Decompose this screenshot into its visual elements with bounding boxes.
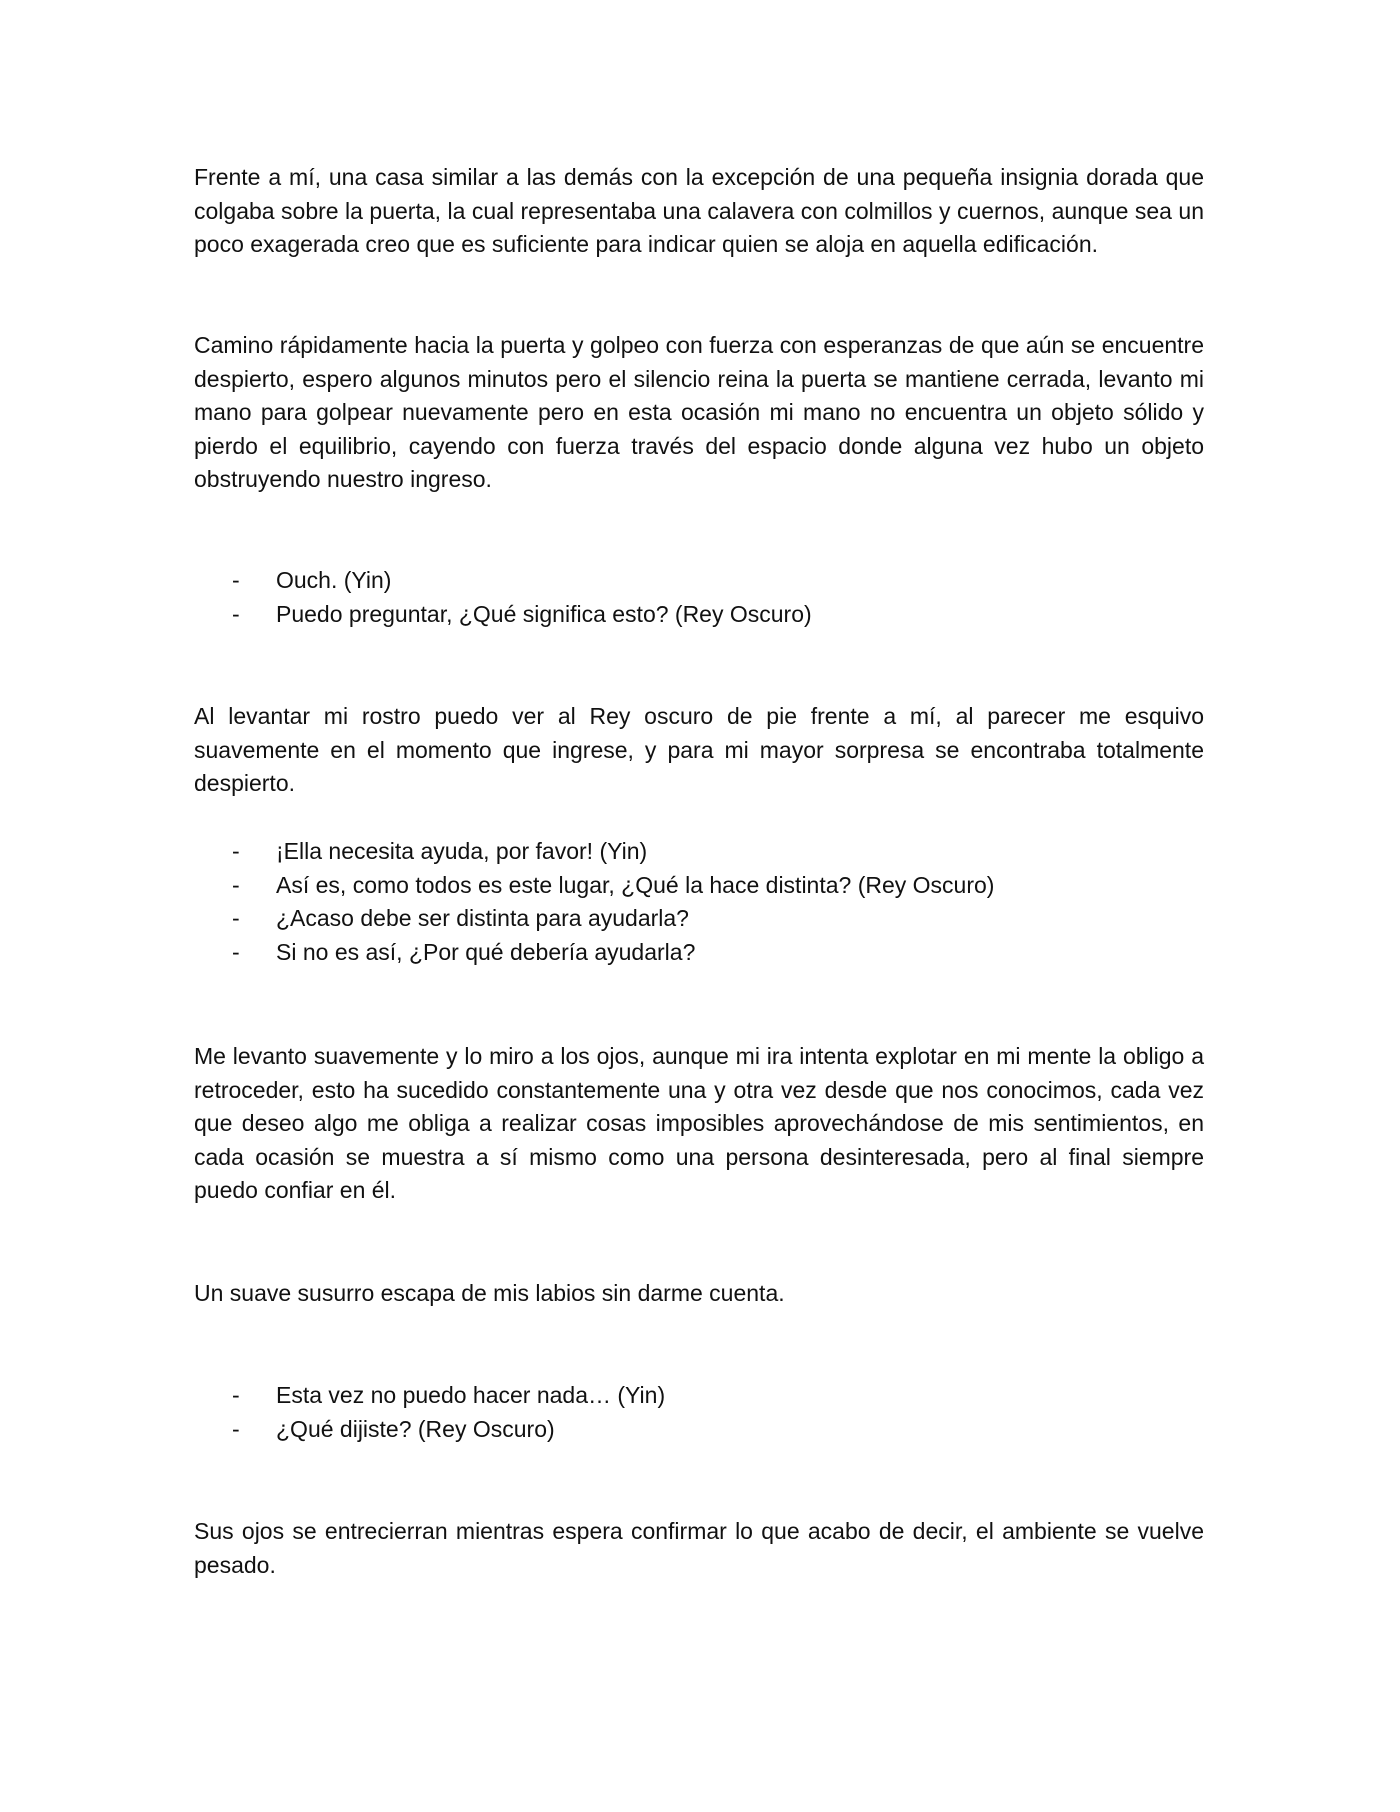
- dash-marker: -: [232, 938, 240, 965]
- dialogue-text: ¿Qué dijiste? (Rey Oscuro): [276, 1415, 555, 1442]
- dialogue-text: Esta vez no puedo hacer nada… (Yin): [276, 1382, 666, 1408]
- dash-marker: -: [232, 1382, 240, 1408]
- dialogue-line: [194, 1413, 1204, 1447]
- paragraph-susurro: Un suave susurro escapa de mis labios sin darme cuenta.: [194, 1280, 785, 1306]
- dash-marker: -: [232, 905, 240, 931]
- dialogue-line: [194, 902, 1204, 936]
- dialogue-line: [194, 564, 1204, 598]
- dialogue-line: [194, 936, 1204, 970]
- dialogue-text: Si no es así, ¿Por qué debería ayudarla?: [276, 938, 696, 965]
- dash-marker: -: [232, 871, 240, 898]
- dash-marker: -: [232, 1415, 240, 1442]
- paragraph-ojos: Sus ojos se entrecierran mientras espera confirmar lo que acabo de decir, el ambiente se vuelve pesado.: [194, 1518, 1204, 1578]
- dialogue-list-2: [194, 835, 1204, 969]
- dialogue-line: [194, 869, 1204, 903]
- dialogue-text: Así es, como todos es este lugar, ¿Qué la hace distinta? (Rey Oscuro): [276, 871, 995, 898]
- paragraph-house: Frente a mí, una casa similar a las demás con la excepción de una pequeña insignia dorada que colgaba sobre la puerta, la cual representaba una calavera con colmillos y cuernos, aunque sea un poco exagerada creo que es suficiente para indicar quien se aloja en aquella edificación.: [194, 164, 1204, 257]
- paragraph-rey-oscuro: Al levantar mi rostro puedo ver al Rey oscuro de pie frente a mí, al parecer me esquivo suavemente en el momento que ingrese, y para mi mayor sorpresa se encontraba totalmente despierto.: [194, 703, 1204, 796]
- dash-marker: -: [232, 838, 240, 864]
- paragraph-ira: Me levanto suavemente y lo miro a los ojos, aunque mi ira intenta explotar en mi mente la obligo a retroceder, esto ha sucedido constantemente una y otra vez desde que nos conocimos, cada vez que deseo algo me obliga a realizar cosas imposibles aprovechándose de mis sentimientos, en cada ocasión se muestra a sí mismo como una persona desinteresada, pero al final siempre puedo confiar en él.: [194, 1043, 1204, 1203]
- dialogue-line: [194, 1379, 1204, 1413]
- dash-marker: -: [232, 567, 240, 593]
- dialogue-line: [194, 598, 1204, 632]
- dialogue-list-3: [194, 1379, 1204, 1446]
- paragraph-door: Camino rápidamente hacia la puerta y golpeo con fuerza con esperanzas de que aún se encuentre despierto, espero algunos minutos pero el silencio reina la puerta se mantiene cerrada, levanto mi mano para golpear nuevamente pero en esta ocasión mi mano no encuentra un objeto sólido y pierdo el equilibrio, cayendo con fuerza través del espacio donde alguna vez hubo un objeto obstruyendo nuestro ingreso.: [194, 332, 1204, 492]
- dialogue-text: ¿Acaso debe ser distinta para ayudarla?: [276, 905, 689, 931]
- dash-marker: -: [232, 600, 240, 627]
- dialogue-text: Puedo preguntar, ¿Qué significa esto? (Rey Oscuro): [276, 600, 812, 627]
- dialogue-text: Ouch. (Yin): [276, 567, 392, 593]
- dialogue-line: [194, 835, 1204, 869]
- dialogue-list-1: [194, 564, 1204, 631]
- dialogue-text: ¡Ella necesita ayuda, por favor! (Yin): [276, 838, 648, 864]
